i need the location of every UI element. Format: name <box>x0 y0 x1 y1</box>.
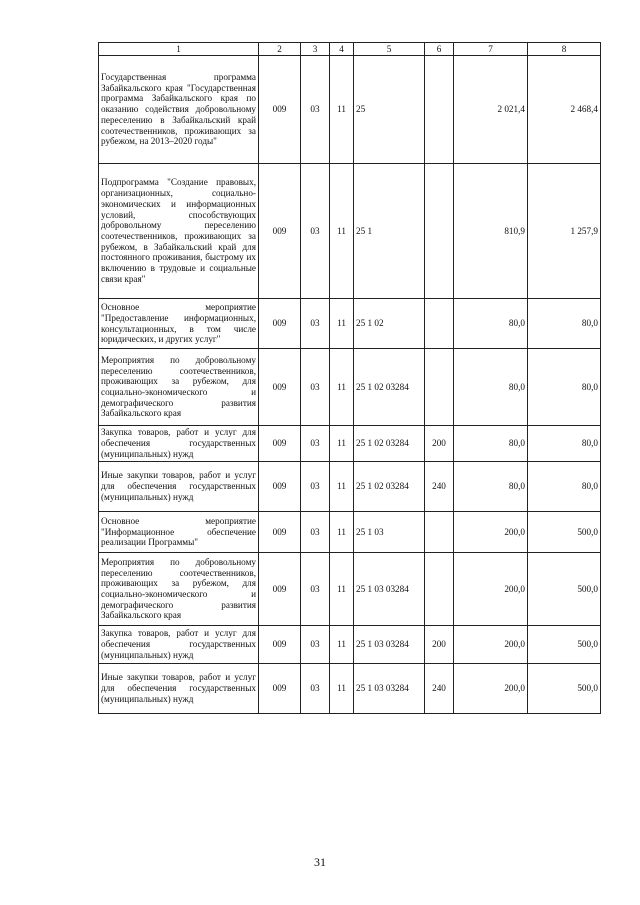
cell-subsection-code: 11 <box>330 462 354 512</box>
cell-amount-col7: 200,0 <box>454 512 528 553</box>
table-row <box>99 299 601 349</box>
cell-target-article: 25 1 02 03284 <box>354 426 425 462</box>
cell-target-article: 25 1 03 03284 <box>354 553 425 626</box>
cell-section-code: 03 <box>301 626 330 664</box>
cell-ministry-code: 009 <box>259 512 301 553</box>
cell-amount-col8: 500,0 <box>528 553 601 626</box>
row-name: Государственная программа Забайкальского края "Государственная программа Забайкальского края по оказанию содействия добровольному переселению в Забайкальский край соотечественников, проживающих за рубежом, на 2013–2020 годы" <box>99 56 259 164</box>
column-header: 7 <box>454 43 528 56</box>
cell-subsection-code: 11 <box>330 299 354 349</box>
cell-amount-col8: 500,0 <box>528 626 601 664</box>
cell-expense-type <box>425 553 454 626</box>
cell-amount-col7: 80,0 <box>454 299 528 349</box>
cell-ministry-code: 009 <box>259 349 301 426</box>
cell-target-article: 25 <box>354 56 425 164</box>
row-name: Закупка товаров, работ и услуг для обеспечения государственных (муниципальных) нужд <box>99 626 259 664</box>
cell-amount-col7: 200,0 <box>454 664 528 714</box>
cell-section-code: 03 <box>301 553 330 626</box>
cell-subsection-code: 11 <box>330 164 354 299</box>
cell-amount-col8: 500,0 <box>528 664 601 714</box>
cell-amount-col7: 200,0 <box>454 626 528 664</box>
cell-section-code: 03 <box>301 299 330 349</box>
cell-target-article: 25 1 03 03284 <box>354 664 425 714</box>
cell-expense-type <box>425 512 454 553</box>
cell-ministry-code: 009 <box>259 462 301 512</box>
cell-ministry-code: 009 <box>259 664 301 714</box>
cell-section-code: 03 <box>301 512 330 553</box>
cell-subsection-code: 11 <box>330 626 354 664</box>
column-header: 3 <box>301 43 330 56</box>
cell-amount-col8: 80,0 <box>528 349 601 426</box>
column-header: 2 <box>259 43 301 56</box>
cell-amount-col7: 2 021,4 <box>454 56 528 164</box>
row-name: Мероприятия по добровольному переселению соотечественников, проживающих за рубежом, для социально-экономического и демографического развития Забайкальского края <box>99 349 259 426</box>
cell-amount-col8: 1 257,9 <box>528 164 601 299</box>
cell-ministry-code: 009 <box>259 56 301 164</box>
cell-amount-col7: 200,0 <box>454 553 528 626</box>
table-row <box>99 626 601 664</box>
cell-section-code: 03 <box>301 164 330 299</box>
cell-target-article: 25 1 <box>354 164 425 299</box>
column-header: 8 <box>528 43 601 56</box>
row-name: Иные закупки товаров, работ и услуг для обеспечения государственных (муниципальных) нужд <box>99 664 259 714</box>
cell-section-code: 03 <box>301 664 330 714</box>
column-header: 5 <box>354 43 425 56</box>
cell-amount-col8: 80,0 <box>528 426 601 462</box>
cell-target-article: 25 1 03 03284 <box>354 626 425 664</box>
cell-amount-col7: 810,9 <box>454 164 528 299</box>
cell-subsection-code: 11 <box>330 426 354 462</box>
cell-amount-col7: 80,0 <box>454 349 528 426</box>
cell-expense-type <box>425 56 454 164</box>
budget-table <box>98 42 601 714</box>
cell-amount-col7: 80,0 <box>454 426 528 462</box>
table-row <box>99 56 601 164</box>
table-body <box>99 43 601 714</box>
cell-amount-col8: 80,0 <box>528 299 601 349</box>
table-row <box>99 462 601 512</box>
table-row <box>99 553 601 626</box>
table-row <box>99 512 601 553</box>
table-row <box>99 426 601 462</box>
row-name: Основное мероприятие "Информационное обеспечение реализации Программы" <box>99 512 259 553</box>
cell-target-article: 25 1 02 03284 <box>354 349 425 426</box>
cell-section-code: 03 <box>301 56 330 164</box>
cell-expense-type: 200 <box>425 626 454 664</box>
table-row <box>99 164 601 299</box>
cell-expense-type: 240 <box>425 664 454 714</box>
row-name: Основное мероприятие "Предоставление информационных, консультационных, в том числе юридических, и других услуг" <box>99 299 259 349</box>
table-row <box>99 664 601 714</box>
row-name: Закупка товаров, работ и услуг для обеспечения государственных (муниципальных) нужд <box>99 426 259 462</box>
table-header-row <box>99 43 601 56</box>
row-name: Подпрограмма "Создание правовых, организационных, социально-экономических и информационных условий, способствующих добровольному переселению соотечественников, проживающих за рубежом, в Забайкальский край для постоянного проживания, быстрому их включению в трудовые и социальные связи края" <box>99 164 259 299</box>
cell-ministry-code: 009 <box>259 299 301 349</box>
cell-target-article: 25 1 03 <box>354 512 425 553</box>
column-header: 4 <box>330 43 354 56</box>
cell-expense-type <box>425 349 454 426</box>
page-number: 31 <box>314 855 326 869</box>
cell-amount-col7: 80,0 <box>454 462 528 512</box>
cell-target-article: 25 1 02 <box>354 299 425 349</box>
cell-section-code: 03 <box>301 349 330 426</box>
cell-target-article: 25 1 02 03284 <box>354 462 425 512</box>
cell-subsection-code: 11 <box>330 664 354 714</box>
cell-subsection-code: 11 <box>330 512 354 553</box>
cell-expense-type: 240 <box>425 462 454 512</box>
cell-ministry-code: 009 <box>259 164 301 299</box>
cell-ministry-code: 009 <box>259 626 301 664</box>
cell-ministry-code: 009 <box>259 426 301 462</box>
column-header: 1 <box>99 43 259 56</box>
cell-subsection-code: 11 <box>330 56 354 164</box>
cell-amount-col8: 2 468,4 <box>528 56 601 164</box>
cell-expense-type <box>425 299 454 349</box>
cell-amount-col8: 80,0 <box>528 462 601 512</box>
table-row <box>99 349 601 426</box>
cell-ministry-code: 009 <box>259 553 301 626</box>
cell-expense-type <box>425 164 454 299</box>
cell-section-code: 03 <box>301 426 330 462</box>
cell-subsection-code: 11 <box>330 553 354 626</box>
row-name: Мероприятия по добровольному переселению соотечественников, проживающих за рубежом, для социально-экономического и демографического развития Забайкальского края <box>99 553 259 626</box>
cell-expense-type: 200 <box>425 426 454 462</box>
cell-amount-col8: 500,0 <box>528 512 601 553</box>
cell-section-code: 03 <box>301 462 330 512</box>
row-name: Иные закупки товаров, работ и услуг для обеспечения государственных (муниципальных) нужд <box>99 462 259 512</box>
column-header: 6 <box>425 43 454 56</box>
cell-subsection-code: 11 <box>330 349 354 426</box>
